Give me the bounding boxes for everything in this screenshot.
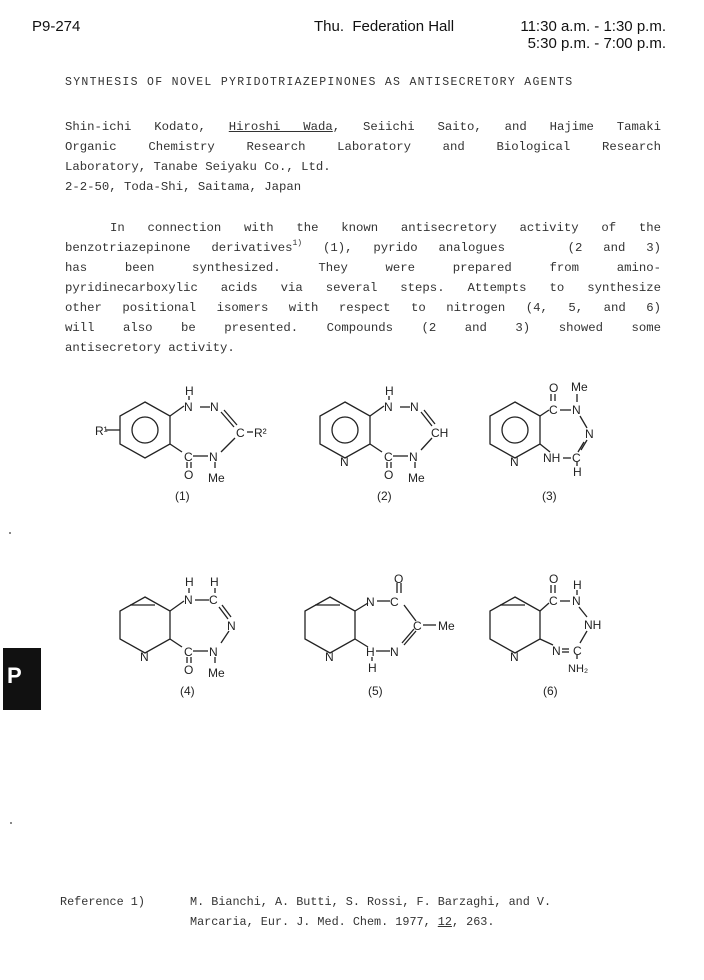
atom-label: N	[227, 619, 236, 633]
atom-label: N	[552, 644, 561, 658]
scan-speck	[10, 822, 12, 824]
scan-speck	[9, 532, 11, 534]
atom-label: C	[413, 619, 422, 633]
author-names-prefix: Shin-ichi Kodato,	[65, 120, 229, 134]
atom-label: H	[573, 465, 582, 479]
atom-label: N	[585, 427, 594, 441]
affiliation-line-1: Organic Chemistry Research Laboratory and Biological Research	[65, 140, 661, 154]
atom-label: C	[236, 426, 245, 440]
atom-label: O	[394, 572, 404, 586]
atom-label: N	[209, 645, 218, 659]
abstract-line-2-post: (1), pyrido analogues (2 and 3)	[302, 241, 661, 255]
atom-label: N	[325, 650, 334, 664]
atom-label: N	[340, 455, 349, 469]
atom-label: O	[184, 468, 194, 482]
atom-label: C	[390, 595, 399, 609]
atom-label: N	[184, 400, 193, 414]
authors-block	[65, 117, 661, 197]
atom-label: Me	[208, 666, 225, 680]
abstract-line-7: antisecretory activity.	[65, 341, 235, 355]
reference-line-1: M. Bianchi, A. Butti, S. Rossi, F. Barzaghi, and V.	[190, 895, 552, 909]
abstract-title: SYNTHESIS OF NOVEL PYRIDOTRIAZEPINONES AS ANTISECRETORY AGENTS	[65, 76, 574, 89]
reference-block	[60, 892, 551, 932]
reference-line-2-pre: Marcaria, Eur. J. Med. Chem. 1977,	[190, 915, 438, 929]
section-tab	[3, 648, 41, 710]
atom-label: N	[140, 650, 149, 664]
abstract-line-6: will also be presented. Compounds (2 and 3) showed some	[65, 321, 661, 335]
atom-label: H	[185, 575, 194, 589]
atom-label: N	[390, 645, 399, 659]
structure-label: (5)	[368, 684, 383, 698]
affiliation-line-2: Laboratory, Tanabe Seiyaku Co., Ltd.	[65, 160, 331, 174]
atom-label: H	[573, 578, 582, 592]
atom-label: H	[366, 645, 375, 659]
section-tab-letter: P	[7, 663, 22, 688]
atom-label: R²	[254, 426, 267, 440]
structure-1-bonds	[106, 396, 253, 468]
abstract-body	[65, 218, 661, 358]
atom-label: O	[184, 663, 194, 677]
atom-label: NH	[543, 451, 561, 465]
atom-label: N	[210, 400, 219, 414]
citation-marker: 1)	[292, 239, 303, 248]
atom-label: Me	[571, 380, 588, 394]
reference-volume: 12	[437, 915, 452, 929]
atom-label: H	[210, 575, 219, 589]
structure-2-labels	[340, 384, 448, 503]
abstract-line-4: pyridinecarboxylic acids via several steps. Attempts to synthesize	[65, 281, 661, 295]
structure-1-labels	[95, 384, 267, 503]
atom-label: Me	[438, 619, 455, 633]
atom-label: H	[385, 384, 394, 398]
atom-label: O	[549, 381, 559, 395]
atom-label: C	[209, 593, 218, 607]
session-time-2: 5:30 p.m. - 7:00 p.m.	[527, 35, 666, 52]
atom-label: C	[384, 450, 393, 464]
atom-label: C	[184, 645, 193, 659]
atom-label: Me	[408, 471, 425, 485]
atom-label: CH	[431, 426, 449, 440]
author-names-suffix: , Seiichi Saito, and Hajime Tamaki	[332, 120, 661, 134]
atom-label: C	[573, 644, 582, 658]
abstract-line-1: In connection with the known antisecretory activity of the	[110, 221, 661, 235]
atom-label: Me	[208, 471, 225, 485]
structure-label: (3)	[542, 489, 557, 503]
atom-label: R¹	[95, 424, 108, 438]
structure-3-labels	[510, 380, 594, 503]
address-line: 2-2-50, Toda-Shi, Saitama, Japan	[65, 180, 302, 194]
atom-label: N	[510, 650, 519, 664]
atom-label: N	[410, 400, 419, 414]
structure-6-labels	[510, 572, 601, 698]
structure-label: (6)	[543, 684, 558, 698]
atom-label: NH	[584, 618, 602, 632]
atom-label: N	[366, 595, 375, 609]
atom-label: O	[384, 468, 394, 482]
atom-label: C	[549, 594, 558, 608]
atom-label: O	[549, 572, 559, 586]
atom-label: C	[549, 403, 558, 417]
atom-label: N	[209, 450, 218, 464]
abstract-line-5: other positional isomers with respect to nitrogen (4, 5, and 6)	[65, 301, 661, 315]
structure-label: (1)	[175, 489, 190, 503]
abstract-line-2	[65, 238, 661, 258]
reference-line-2-post: , 263.	[451, 915, 495, 929]
structure-label: (2)	[377, 489, 392, 503]
structure-5-labels	[325, 572, 455, 698]
session-times	[500, 18, 666, 52]
session-time-1: 11:30 a.m. - 1:30 p.m.	[520, 18, 666, 35]
session-venue: Thu. Federation Hall	[314, 18, 455, 35]
reference-label: Reference 1)	[60, 895, 145, 909]
author-names	[65, 117, 661, 137]
atom-label: C	[572, 451, 581, 465]
atom-label: N	[572, 594, 581, 608]
session-id: P9-274	[32, 18, 81, 35]
atom-label: H	[185, 384, 194, 398]
abstract-line-3: has been synthesized. They were prepared from amino-	[65, 261, 661, 275]
structure-label: (4)	[180, 684, 195, 698]
abstract-line-2-pre: benzotriazepinone derivatives	[65, 241, 293, 255]
atom-label: N	[409, 450, 418, 464]
atom-label: NH₂	[568, 663, 589, 675]
atom-label: C	[184, 450, 193, 464]
reference-line-2	[60, 912, 551, 932]
atom-label: N	[384, 400, 393, 414]
presenting-author: Hiroshi Wada	[228, 120, 333, 134]
chemical-structures	[95, 380, 675, 700]
atom-label: N	[510, 455, 519, 469]
atom-label: N	[184, 593, 193, 607]
structure-4-labels	[140, 575, 236, 698]
atom-label: N	[572, 403, 581, 417]
atom-label: H	[368, 661, 377, 675]
